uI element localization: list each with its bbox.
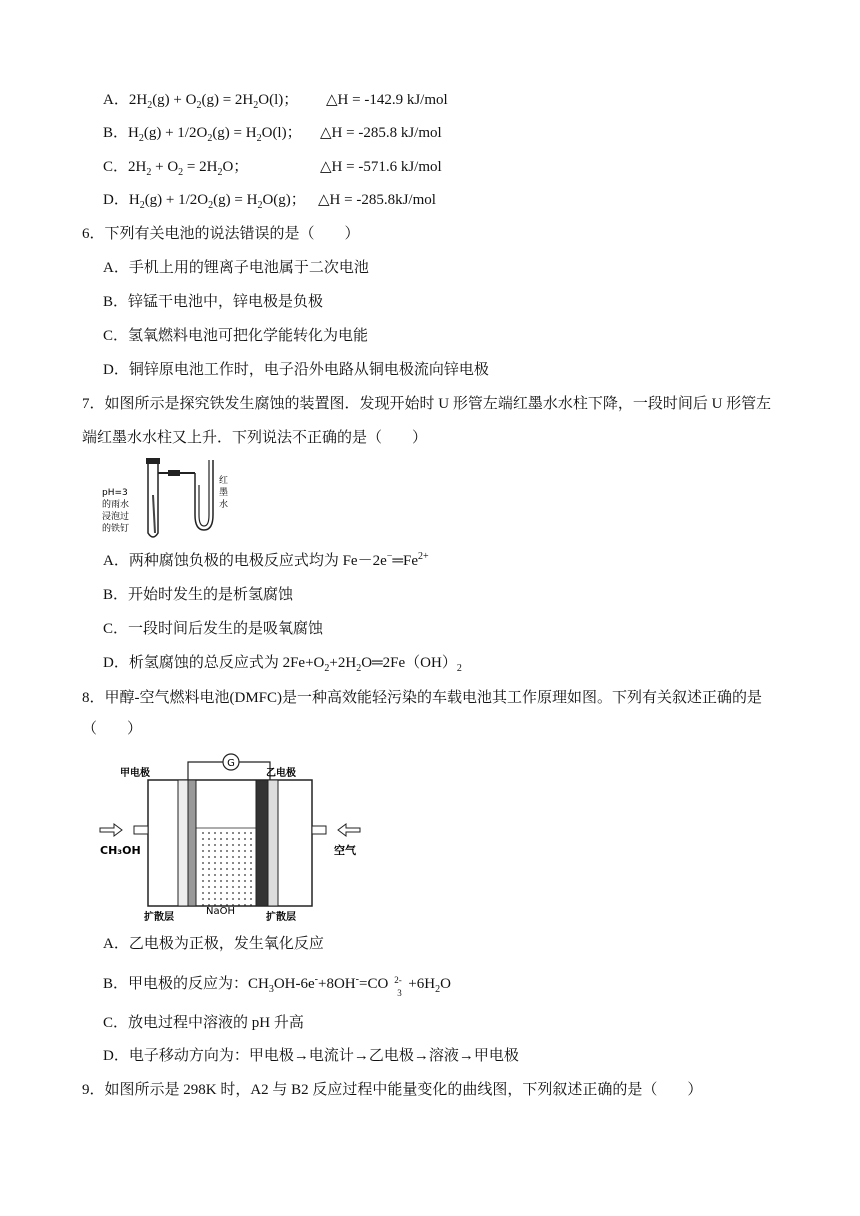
fig-label-ph: pH=3	[102, 488, 128, 498]
q7-option-c: C．一段时间后发生的是吸氧腐蚀	[103, 621, 324, 637]
left-diffusion-layer	[178, 780, 188, 906]
q6-option-d: D．铜锌原电池工作时，电子沿外电路从铜电极流向锌电极	[103, 362, 489, 378]
right-diffusion-layer	[268, 780, 278, 906]
stopper-icon	[146, 458, 160, 464]
q5-b-formula: $H_2(g) + 1/2O_2(g) = H_2O(l)$；	[128, 125, 302, 144]
left-electrode	[188, 780, 196, 906]
q5-option-b: B．$H_2(g) + 1/2O_2(g) = H_2O(l)$； △H = -285.8 kJ/mol	[103, 125, 442, 144]
u-tube-icon	[195, 460, 213, 530]
q5-c-formula: $2H_2 + O_2 = 2H_2O$；	[128, 159, 249, 178]
fig-label-nail: 的铁钉	[102, 524, 130, 534]
q6-stem: 6．下列有关电池的说法错误的是（ ）	[82, 226, 360, 242]
q7-stem-line1: 7．如图所示是探究铁发生腐蚀的装置图．发现开始时 U 形管左端红墨水水柱下降，一段时间后 U 形管左	[82, 396, 772, 412]
iron-nail-icon	[153, 495, 155, 533]
q6-option-c: C．氢氧燃料电池可把化学能转化为电能	[103, 328, 369, 344]
fig-label-ink: 墨	[219, 488, 229, 498]
right-electrode	[256, 780, 268, 906]
q5-d-formula: $H_2(g) + 1/2O_2(g) = H_2O(g)$；	[128, 192, 306, 211]
left-electrode-label: 甲电极	[120, 768, 150, 779]
fig-label-red: 红	[219, 476, 229, 486]
galvanometer-label: G	[227, 758, 235, 769]
methanol-inlet-label: CH₃OH	[100, 844, 141, 857]
q8-option-a: A．乙电极为正极，发生氧化反应	[103, 936, 324, 952]
q9-stem: 9．如图所示是 298K 时，A2 与 B2 反应过程中能量变化的曲线图，下列叙述正确的是（ ）	[82, 1082, 703, 1098]
q5-a-formula: $2H_2(g) + O_2(g) = 2H_2O(l)$；	[128, 92, 299, 111]
q7-option-b: B．开始时发生的是析氢腐蚀	[103, 587, 294, 603]
q7-option-a: A．两种腐蚀负极的电极反应式均为 $Fe-2e^-═Fe^{2+}$	[103, 551, 429, 569]
q8-fuel-cell-figure	[98, 752, 368, 924]
electrolyte-label: NaOH	[206, 906, 235, 917]
electrolyte-solution	[200, 828, 252, 906]
q5-option-d: D．$H_2(g) + 1/2O_2(g) = H_2O(g)$； △H = -285.8kJ/mol	[103, 192, 436, 211]
fig-label-soaked: 浸泡过	[102, 512, 130, 522]
q8-stem-line2: （ ）	[82, 721, 143, 737]
q6-option-a: A．手机上用的锂离子电池属于二次电池	[103, 260, 369, 276]
q5-option-a: A．$2H_2(g) + O_2(g) = 2H_2O(l)$； △H = -142.9 kJ/mol	[103, 92, 448, 111]
q7-corrosion-apparatus-figure	[100, 455, 250, 545]
q7-stem-line2: 端红墨水水柱又上升．下列说法不正确的是（ ）	[82, 430, 428, 446]
q6-option-b: B．锌锰干电池中，锌电极是负极	[103, 294, 324, 310]
q8-stem-line1: 8．甲醇-空气燃料电池(DMFC)是一种高效能轻污染的车载电池其工作原理如图。下列有关叙述正确的是	[82, 690, 763, 706]
q5-option-c: C．$2H_2 + O_2 = 2H_2O$； △H = -571.6 kJ/mol	[103, 159, 442, 178]
air-inlet-label: 空气	[334, 844, 356, 857]
q8-option-d: D．电子移动方向为：甲电极→电流计→乙电极→溶液→甲电极	[103, 1048, 519, 1064]
right-electrode-label: 乙电极	[266, 768, 296, 779]
q8-option-c: C．放电过程中溶液的 pH 升高	[103, 1015, 304, 1031]
fig-label-water: 水	[219, 500, 229, 510]
q8-option-b: B．甲电极的反应为：$CH_3OH-6e^-+8OH^-=CO$ 2- 3 $+6H_2O$	[103, 974, 451, 998]
right-inlet-arrow-icon	[338, 824, 360, 836]
q7-option-d: D．析氢腐蚀的总反应式为 $2Fe+O_2+2H_2O═2Fe(OH)_2$	[103, 655, 462, 674]
left-diffusion-label: 扩散层	[144, 912, 174, 923]
fig-label-rain: 的雨水	[102, 500, 130, 510]
right-diffusion-label: 扩散层	[266, 912, 296, 923]
left-inlet-arrow-icon	[100, 824, 122, 836]
